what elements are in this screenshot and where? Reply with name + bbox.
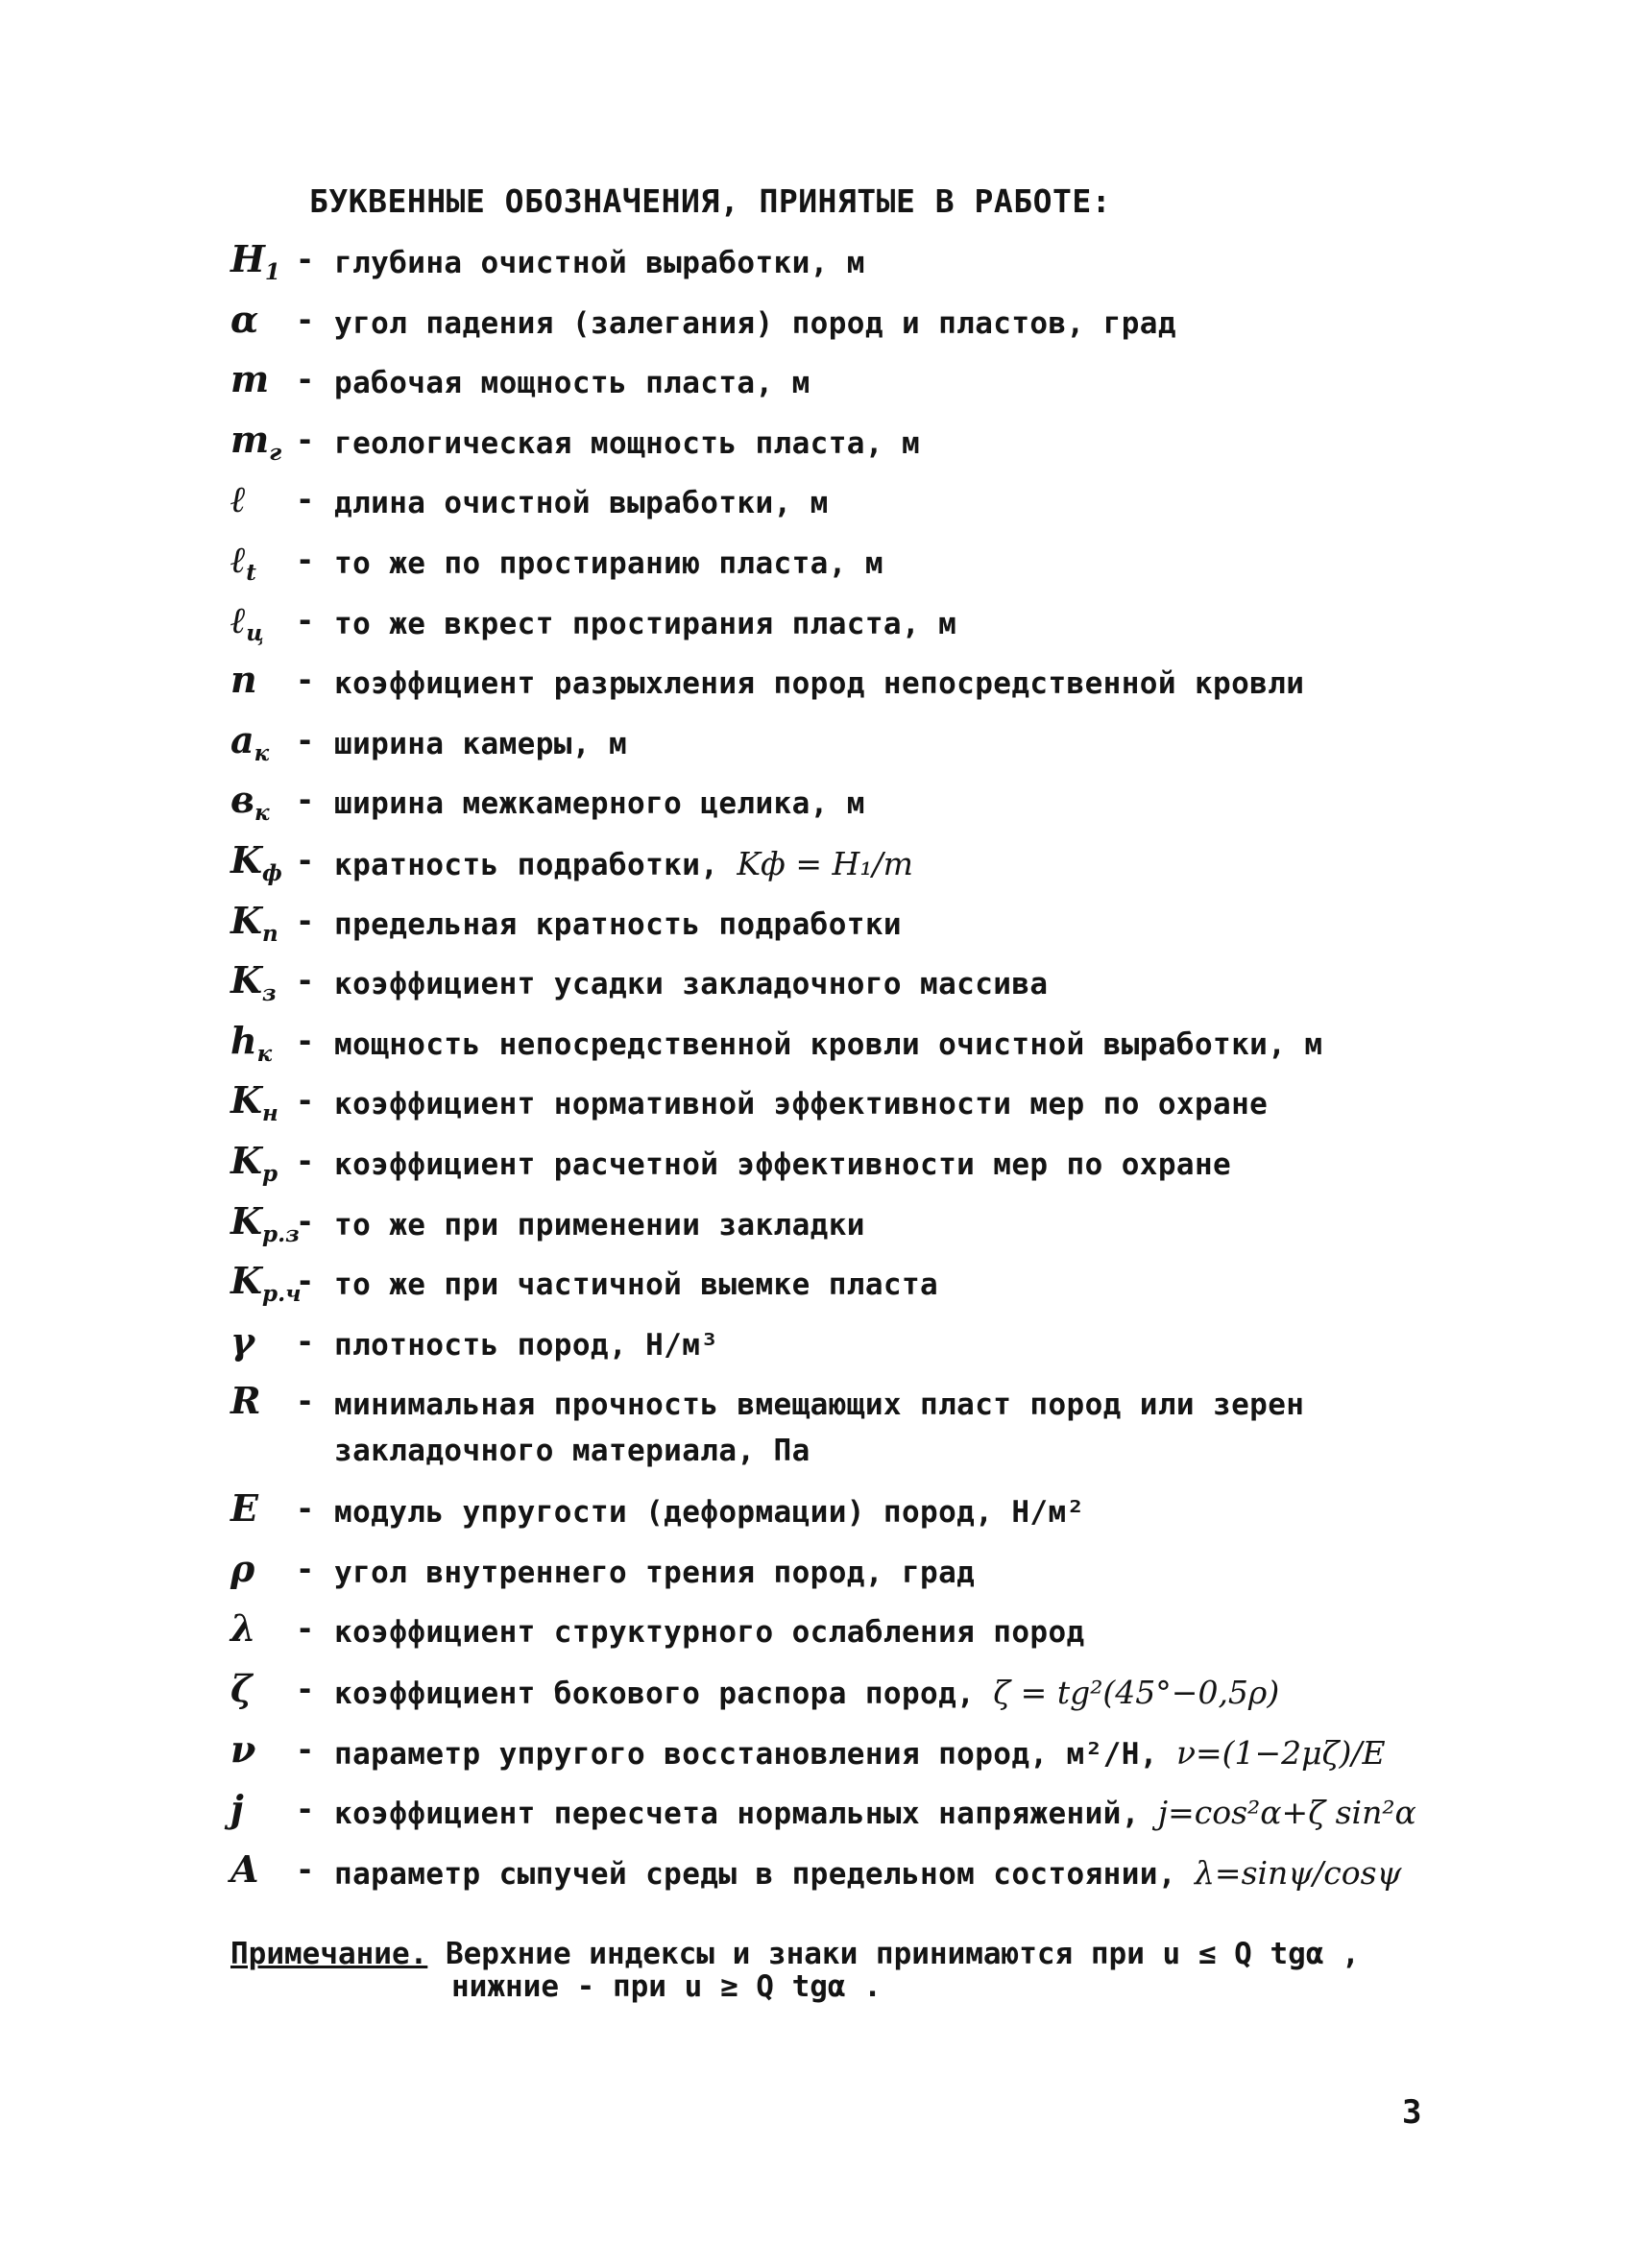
symbol-list: [230, 237, 1479, 1910]
entry-symbol: $a_к$: [230, 717, 270, 766]
entry-formula: ζ = tg²(45°−0,5ρ): [993, 1674, 1280, 1712]
entry-dash: -: [296, 841, 315, 879]
entry-definition: мощность непосредственной кровли очистной выработки, м: [334, 1026, 1323, 1062]
entry-dash: -: [296, 1671, 315, 1708]
entry-definition: минимальная прочность вмещающих пласт пород или зерен закладочного материала, Па: [334, 1387, 1305, 1469]
entry-dash: -: [296, 1850, 315, 1888]
entry-definition: параметр упругого восстановления пород, м²/Н, ν=(1−2μζ)/E: [334, 1733, 1386, 1772]
entry-dash: -: [296, 782, 315, 819]
entry-definition: кратность подработки, Kф = H₁/m: [334, 844, 913, 882]
entry-definition: коэффициент пересчета нормальных напряжений, j=cos²α+ζ sin²α: [334, 1794, 1416, 1832]
entry-definition: модуль упругости (деформации) пород, Н/м²: [334, 1495, 1085, 1531]
entry-dash: -: [296, 1202, 315, 1240]
entry-definition: плотность пород, Н/м³: [334, 1327, 719, 1363]
page-number: 3: [1402, 2093, 1422, 2132]
entry-dash: -: [296, 481, 315, 519]
entry-dash: -: [296, 1022, 315, 1059]
entry-symbol: $K_р$: [230, 1138, 278, 1187]
symbol-entry: [230, 1259, 1479, 1322]
entry-definition: коэффициент разрыхления пород непосредственной кровли: [334, 666, 1305, 702]
entry-dash: -: [296, 541, 315, 578]
entry-dash: -: [296, 1791, 315, 1828]
symbol-entry: [230, 537, 1479, 601]
note-label: Примечание.: [230, 1937, 428, 1971]
entry-symbol: ℓ$_ц$: [230, 597, 264, 646]
entry-dash: -: [296, 1383, 315, 1420]
entry-symbol: ζ: [230, 1667, 253, 1711]
entry-definition: предельная кратность подработки: [334, 906, 902, 942]
symbol-entry: [230, 1606, 1479, 1670]
entry-dash: -: [296, 962, 315, 1000]
entry-dash: -: [296, 1550, 315, 1587]
symbol-entry: [230, 237, 1479, 301]
symbol-entry: [230, 357, 1479, 421]
symbol-entry: [230, 1018, 1479, 1082]
symbol-entry: [230, 417, 1479, 481]
entry-definition: коэффициент усадки закладочного массива: [334, 967, 1049, 1002]
entry-definition: ширина межкамерного целика, м: [334, 786, 865, 822]
entry-dash: -: [296, 1082, 315, 1120]
entry-definition: угол внутреннего трения пород, град: [334, 1555, 976, 1590]
entry-symbol: m: [230, 357, 270, 401]
entry-symbol: E: [230, 1486, 258, 1531]
symbol-entry: [230, 1078, 1479, 1142]
entry-formula: λ=sinψ/cosψ: [1195, 1853, 1402, 1892]
entry-symbol: λ: [230, 1606, 256, 1651]
entry-dash: -: [296, 361, 315, 398]
symbol-entry: [230, 1198, 1479, 1263]
symbol-entry: [230, 597, 1479, 662]
entry-definition: глубина очистной выработки, м: [334, 246, 865, 280]
entry-definition: ширина камеры, м: [334, 726, 628, 761]
entry-dash: -: [296, 241, 315, 277]
entry-symbol: $в_к$: [230, 778, 270, 827]
entry-symbol: n: [230, 658, 257, 702]
entry-dash: -: [296, 301, 315, 338]
symbol-entry: [230, 1546, 1479, 1610]
entry-symbol: $K_ф$: [230, 837, 282, 886]
entry-dash: -: [296, 1142, 315, 1179]
entry-symbol: ν: [230, 1726, 256, 1771]
symbol-entry: [230, 778, 1479, 841]
entry-symbol: ρ: [230, 1546, 255, 1590]
entry-symbol: $K_п$: [230, 898, 278, 947]
entry-dash: -: [296, 662, 315, 699]
entry-dash: -: [296, 1490, 315, 1528]
note-line-1: Верхние индексы и знаки принимаются при u ≤ Q tgα ,: [427, 1937, 1360, 1971]
note: [230, 1938, 1360, 2003]
entry-definition: рабочая мощность пласта, м: [334, 366, 810, 401]
entry-symbol: j: [230, 1787, 244, 1831]
symbol-entry: [230, 1846, 1479, 1911]
symbol-entry: [230, 958, 1479, 1022]
entry-symbol: $H_1$: [230, 237, 280, 285]
symbol-entry: [230, 837, 1479, 902]
entry-symbol: α: [230, 297, 259, 341]
entry-definition: коэффициент нормативной эффективности мер по охране: [334, 1087, 1269, 1122]
entry-definition: то же по простиранию пласта, м: [334, 545, 883, 581]
entry-dash: -: [296, 421, 315, 458]
entry-definition: коэффициент структурного ослабления пород: [334, 1615, 1085, 1651]
entry-formula: Kф = H₁/m: [737, 844, 913, 882]
entry-symbol: A: [230, 1846, 259, 1891]
entry-definition: длина очистной выработки, м: [334, 486, 829, 521]
entry-dash: -: [296, 721, 315, 759]
entry-symbol: $K_{р.ч}$: [230, 1259, 302, 1308]
page-heading: БУКВЕННЫЕ ОБОЗНАЧЕНИЯ, ПРИНЯТЫЕ В РАБОТЕ:: [309, 182, 1112, 220]
entry-dash: -: [296, 601, 315, 639]
entry-symbol: $K_з$: [230, 958, 277, 1007]
symbol-entry: [230, 297, 1479, 361]
entry-formula: ν=(1−2μζ)/E: [1175, 1733, 1386, 1772]
entry-symbol: $h_к$: [230, 1018, 273, 1067]
entry-dash: -: [296, 1610, 315, 1648]
symbol-entry: [230, 898, 1479, 962]
symbol-entry: [230, 477, 1479, 541]
symbol-entry: [230, 1726, 1479, 1791]
entry-symbol: ℓ$_t$: [230, 537, 256, 586]
entry-definition: коэффициент расчетной эффективности мер по охране: [334, 1146, 1232, 1182]
entry-dash: -: [296, 1263, 315, 1300]
entry-symbol: ℓ: [230, 477, 247, 521]
entry-definition: то же вкрест простирания пласта, м: [334, 606, 957, 641]
entry-definition: геологическая мощность пласта, м: [334, 425, 921, 461]
entry-dash: -: [296, 1322, 315, 1360]
entry-dash: -: [296, 1730, 315, 1768]
entry-definition: то же при частичной выемке пласта: [334, 1267, 939, 1303]
entry-definition: параметр сыпучей среды в предельном состоянии, λ=sinψ/cosψ: [334, 1853, 1402, 1892]
entry-definition: коэффициент бокового распора пород, ζ = tg²(45°−0,5ρ): [334, 1674, 1280, 1712]
entry-symbol: $m_г$: [230, 417, 282, 466]
entry-dash: -: [296, 902, 315, 939]
symbol-entry: [230, 1379, 1479, 1489]
entry-definition: угол падения (залегания) пород и пластов, град: [334, 305, 1176, 341]
entry-definition: то же при применении закладки: [334, 1207, 865, 1243]
symbol-entry: [230, 1787, 1479, 1850]
entry-symbol: $K_н$: [230, 1078, 278, 1127]
symbol-entry: [230, 1667, 1479, 1730]
symbol-entry: [230, 1318, 1479, 1383]
symbol-entry: [230, 1138, 1479, 1202]
entry-symbol: γ: [230, 1318, 255, 1363]
symbol-entry: [230, 717, 1479, 782]
entry-formula: j=cos²α+ζ sin²α: [1157, 1794, 1416, 1832]
symbol-entry: [230, 658, 1479, 721]
symbol-entry: [230, 1486, 1479, 1550]
note-line-2: нижние - при u ≥ Q tgα .: [451, 1969, 882, 2004]
entry-symbol: $K_{р.з}$: [230, 1198, 300, 1247]
entry-symbol: R: [230, 1379, 261, 1423]
